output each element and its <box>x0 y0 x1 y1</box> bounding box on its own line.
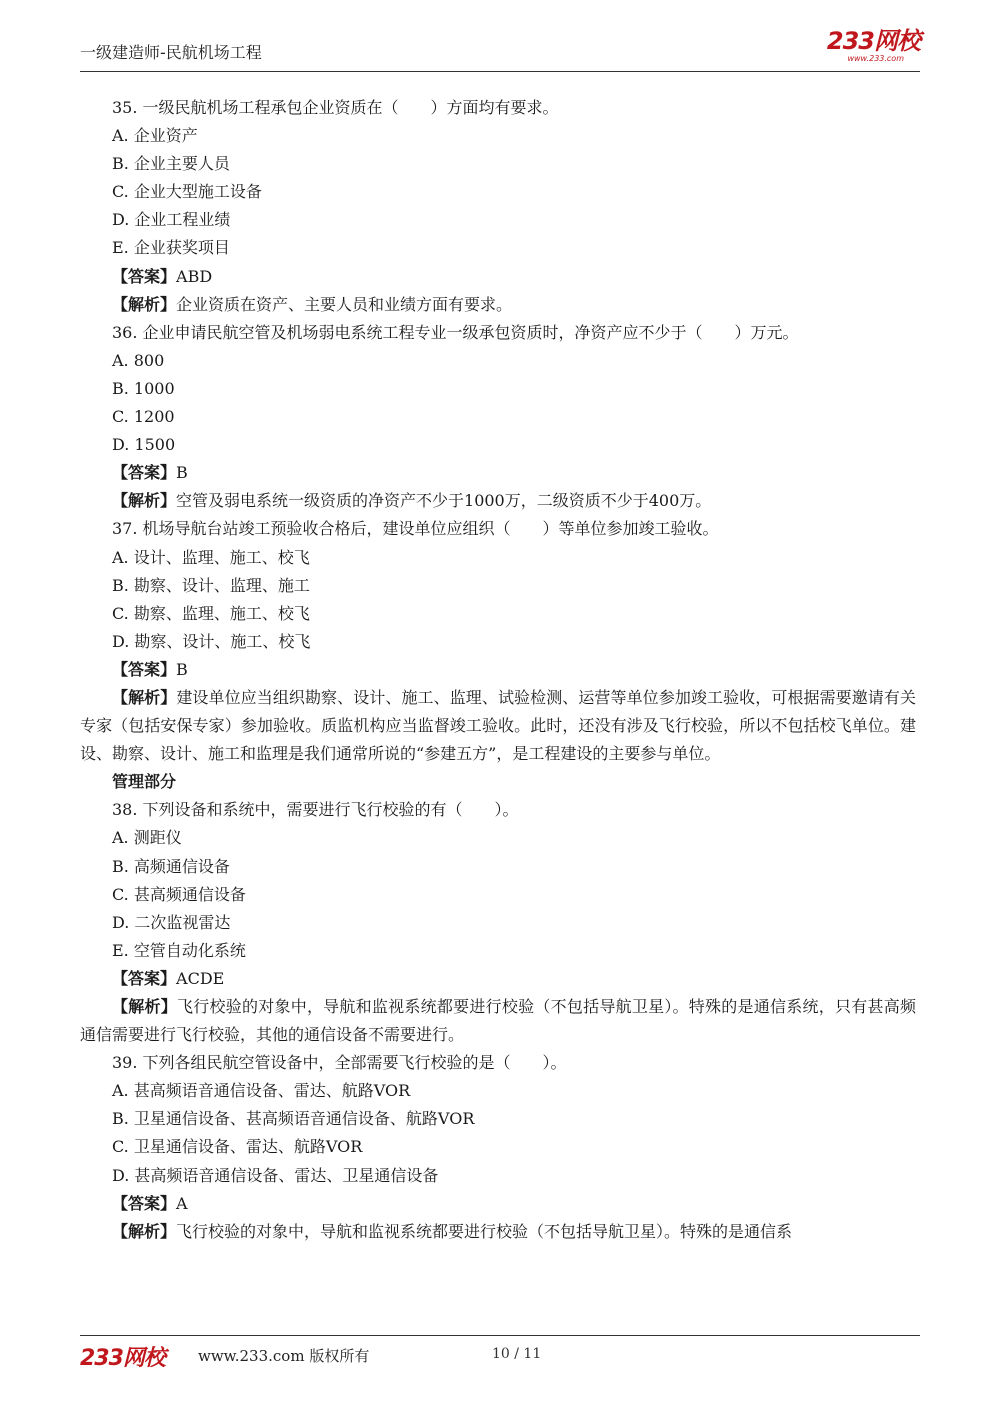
line-text: D. 甚高频语音通信设备、雷达、卫星通信设备 <box>112 1165 439 1185</box>
line-text: 飞行校验的对象中，导航和监视系统都要进行校验（不包括导航卫星）。特殊的是通信系 <box>176 1221 793 1241</box>
line-text: 管理部分 <box>112 772 177 792</box>
line-text: A <box>176 1193 188 1213</box>
brand-logo[interactable] <box>827 28 920 64</box>
footer-divider <box>80 1335 920 1336</box>
text-line <box>80 796 916 824</box>
line-text: B. 1000 <box>112 378 175 398</box>
line-text: ACDE <box>176 968 225 988</box>
page-footer <box>80 1341 920 1371</box>
line-text: B. 高频通信设备 <box>112 856 230 876</box>
text-line <box>80 150 916 178</box>
explanation-line <box>80 487 916 515</box>
footer-copyright: www.233.com 版权所有 <box>198 1347 370 1365</box>
line-text: B. 卫星通信设备、甚高频语音通信设备、航路VOR <box>112 1109 475 1129</box>
answer-label: 【答案】 <box>112 463 177 483</box>
line-text: A. 甚高频语音通信设备、雷达、航路VOR <box>112 1081 411 1101</box>
line-text: E. 空管自动化系统 <box>112 940 246 960</box>
line-text: A. 设计、监理、施工、校飞 <box>112 547 310 567</box>
text-line <box>80 347 916 375</box>
line-text: A. 企业资产 <box>112 126 198 146</box>
line-text: C. 甚高频通信设备 <box>112 884 246 904</box>
page-header <box>80 28 920 72</box>
answer-label: 【答案】 <box>112 968 177 988</box>
document-title: 一级建造师-民航机场工程 <box>80 43 262 62</box>
answer-label: 【答案】 <box>112 659 177 679</box>
answer-line <box>80 459 916 487</box>
header-divider <box>80 71 920 72</box>
line-text: A. 测距仪 <box>112 828 182 848</box>
line-text: D. 勘察、设计、施工、校飞 <box>112 631 311 651</box>
line-text: B. 勘察、设计、监理、施工 <box>112 575 310 595</box>
text-line <box>80 122 916 150</box>
explanation-line <box>80 993 916 1049</box>
text-line <box>80 572 916 600</box>
explanation-label: 【解析】 <box>112 687 177 707</box>
text-line <box>80 234 916 262</box>
text-line <box>80 1049 916 1077</box>
explanation-label: 【解析】 <box>112 1221 177 1241</box>
line-text: 企业资质在资产、主要人员和业绩方面有要求。 <box>176 294 513 314</box>
line-text: C. 卫星通信设备、雷达、航路VOR <box>112 1137 363 1157</box>
text-line <box>80 768 916 796</box>
line-text: 39. 下列各组民航空管设备中，全部需要飞行校验的是（ ）。 <box>112 1053 567 1073</box>
text-line <box>80 1133 916 1161</box>
text-line <box>80 600 916 628</box>
answer-line <box>80 656 916 684</box>
line-text: 38. 下列设备和系统中，需要进行飞行校验的有（ ）。 <box>112 800 519 820</box>
answer-label: 【答案】 <box>112 1193 177 1213</box>
text-line <box>80 881 916 909</box>
line-text: C. 企业大型施工设备 <box>112 182 262 202</box>
text-line <box>80 94 916 122</box>
explanation-line <box>80 291 916 319</box>
line-text: B. 企业主要人员 <box>112 154 230 174</box>
text-line <box>80 1162 916 1190</box>
line-text: B <box>176 463 188 483</box>
line-text: 36. 企业申请民航空管及机场弱电系统工程专业一级承包资质时，净资产应不少于（ ）万元。 <box>112 322 799 342</box>
page-number: 10 / 11 <box>492 1346 542 1362</box>
text-line <box>80 1105 916 1133</box>
line-text: B <box>176 659 188 679</box>
text-line <box>80 319 916 347</box>
document-body <box>80 94 916 1246</box>
line-text: 空管及弱电系统一级资质的净资产不少于1000万，二级资质不少于400万。 <box>176 491 712 511</box>
answer-line <box>80 1190 916 1218</box>
text-line <box>80 1077 916 1105</box>
text-line <box>80 431 916 459</box>
line-text: D. 二次监视雷达 <box>112 912 231 932</box>
explanation-line <box>80 684 916 768</box>
line-text: ABD <box>176 266 213 286</box>
answer-line <box>80 263 916 291</box>
line-text: D. 1500 <box>112 435 176 455</box>
text-line <box>80 375 916 403</box>
text-line <box>80 206 916 234</box>
line-text: D. 企业工程业绩 <box>112 210 231 230</box>
answer-line <box>80 965 916 993</box>
text-line <box>80 544 916 572</box>
text-line <box>80 178 916 206</box>
answer-label: 【答案】 <box>112 266 177 286</box>
brand-logo-text: 233网校 <box>826 27 920 55</box>
line-text: C. 1200 <box>112 407 175 427</box>
explanation-label: 【解析】 <box>112 294 177 314</box>
explanation-line <box>80 1218 916 1246</box>
line-text: A. 800 <box>112 350 165 370</box>
explanation-label: 【解析】 <box>112 491 177 511</box>
text-line <box>80 853 916 881</box>
text-line <box>80 628 916 656</box>
line-text: C. 勘察、监理、施工、校飞 <box>112 603 310 623</box>
text-line <box>80 403 916 431</box>
explanation-label: 【解析】 <box>112 997 177 1016</box>
footer-logo[interactable]: 233网校 <box>80 1346 165 1371</box>
line-text: 飞行校验的对象中，导航和监视系统都要进行校验（不包括导航卫星）。特殊的是通信系统，只有甚高频通信需要进行飞行校验，其他的通信设备不需要进行。 <box>80 997 916 1045</box>
text-line <box>80 515 916 543</box>
text-line <box>80 909 916 937</box>
brand-logo-url: www.233.com <box>847 54 904 63</box>
line-text: 35. 一级民航机场工程承包企业资质在（ ）方面均有要求。 <box>112 98 559 117</box>
line-text: 建设单位应当组织勘察、设计、施工、监理、试验检测、运营等单位参加竣工验收，可根据需要邀请有关专家（包括安保专家）参加验收。质监机构应当监督竣工验收。此时，还没有涉及飞行校验，所以不包括校飞单位。建设、勘察、设计、施工和监理是我们通常所说的“参建五方”，是工程建设的主要参与单位。 <box>80 687 916 764</box>
line-text: E. 企业获奖项目 <box>112 238 230 258</box>
line-text: 37. 机场导航台站竣工预验收合格后，建设单位应组织（ ）等单位参加竣工验收。 <box>112 519 719 539</box>
text-line <box>80 824 916 852</box>
text-line <box>80 937 916 965</box>
